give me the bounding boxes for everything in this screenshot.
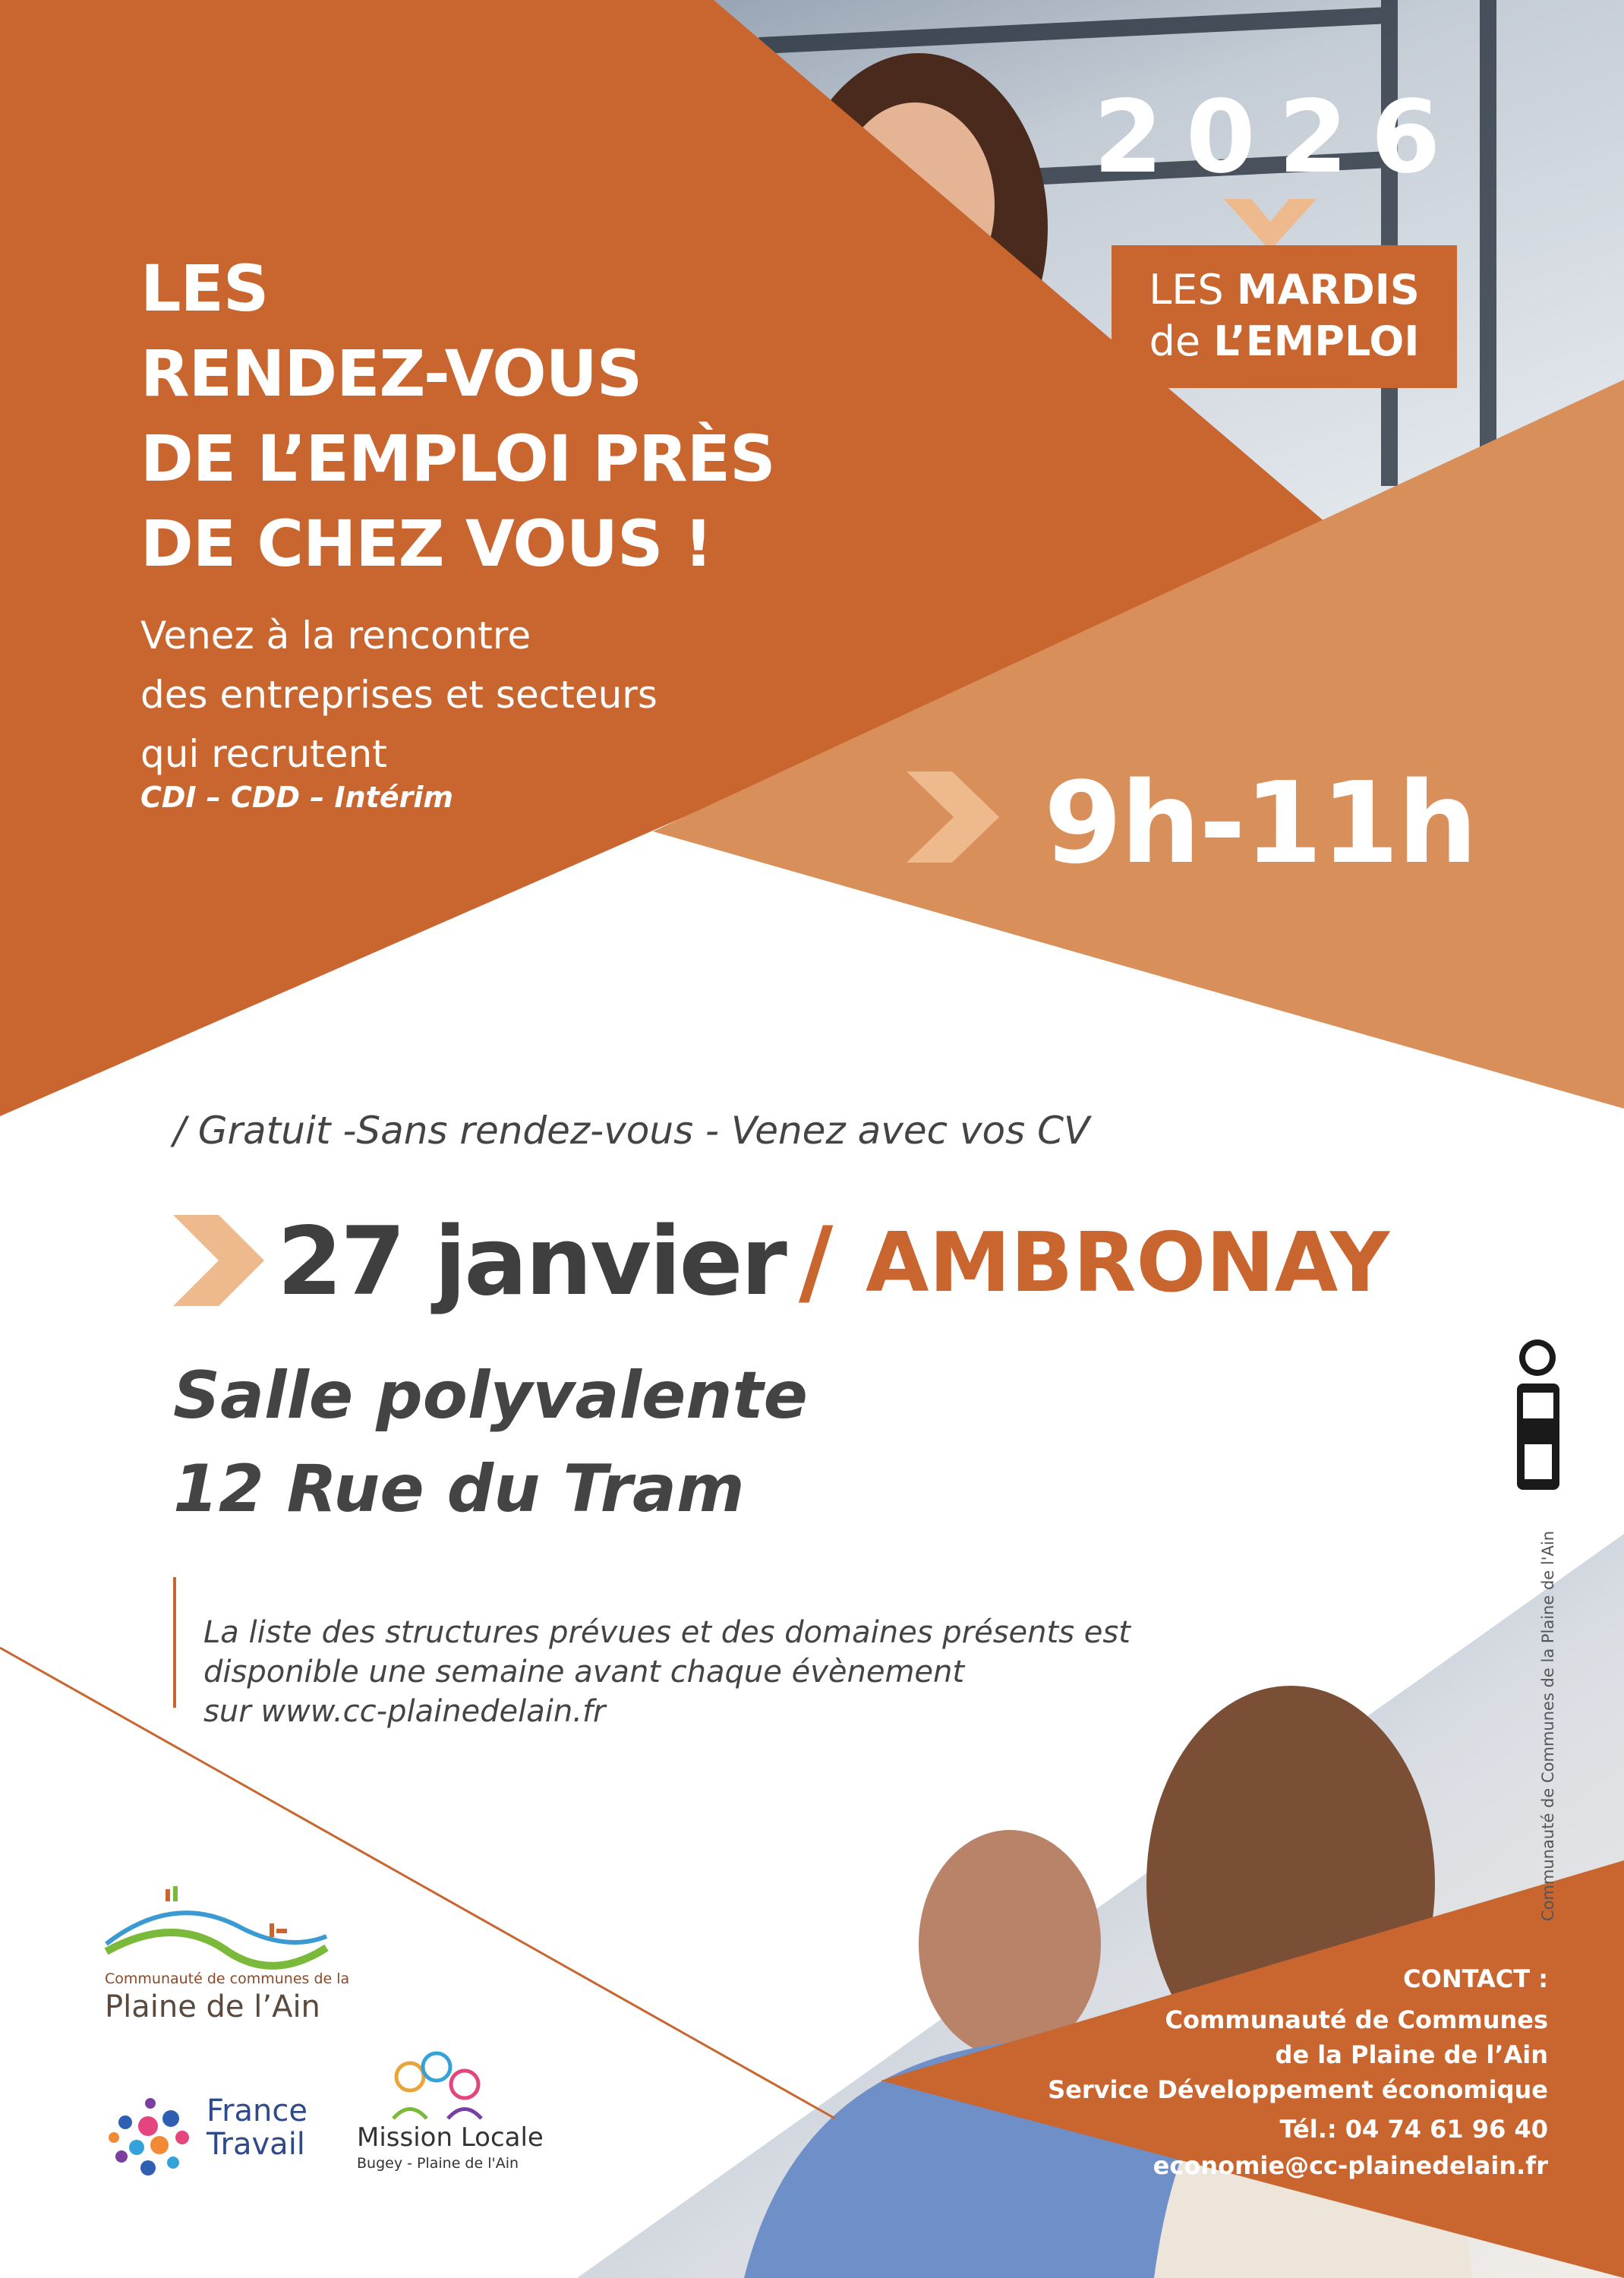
france-travail-text: Travail	[207, 2127, 305, 2162]
event-venue: Salle polyvalente	[173, 1358, 808, 1434]
contact-heading: CONTACT :	[1403, 1964, 1548, 1993]
tagline: / Gratuit -Sans rendez-vous - Venez avec vos CV	[173, 1109, 1090, 1153]
contact-org-line: Communauté de Communes	[1165, 2005, 1548, 2034]
france-travail-logo	[109, 2098, 189, 2175]
mission-locale-logo	[393, 2053, 481, 2119]
headline-line: RENDEZ-VOUS	[140, 336, 642, 412]
headline-line: DE L’EMPLOI PRÈS	[140, 421, 775, 497]
mission-locale-name: Mission Locale	[357, 2122, 544, 2153]
headline-line: DE CHEZ VOUS !	[140, 506, 713, 582]
contact-org-line: de la Plaine de l’Ain	[1275, 2040, 1548, 2069]
intro-line: qui recrutent	[140, 732, 387, 776]
recycling-icons	[1517, 1339, 1559, 1490]
info-line: La liste des structures prévues et des domaines présents est	[203, 1615, 1130, 1650]
chevron-right-icon	[173, 1215, 264, 1306]
hours: 9h-11h	[1044, 758, 1477, 888]
intro-line: Venez à la rencontre	[140, 614, 531, 658]
contract-types: CDI – CDD – Intérim	[140, 781, 453, 814]
france-travail-text: France	[207, 2093, 308, 2128]
mardis-emploi-badge	[1112, 245, 1457, 388]
side-credit: Communauté de Communes de la Plaine de l'Ain	[1539, 1530, 1557, 1921]
intro-line: des entreprises et secteurs	[140, 673, 657, 717]
plaine-logo-small: Communauté de communes de la	[105, 1970, 350, 1987]
event-date: 27 janvier	[277, 1207, 785, 1317]
plaine-logo-name: Plaine de l’Ain	[105, 1989, 320, 2024]
event-address: 12 Rue du Tram	[173, 1451, 745, 1527]
info-line: disponible une semaine avant chaque évènement	[203, 1655, 965, 1690]
date-separator: /	[799, 1207, 834, 1317]
badge-line-2: de L’EMPLOI	[1149, 317, 1420, 365]
mission-locale-sub: Bugey - Plaine de l'Ain	[357, 2155, 519, 2172]
badge-line-1: LES MARDIS	[1149, 266, 1420, 314]
headline-line: LES	[140, 251, 269, 327]
contact-service: Service Développement économique	[1048, 2075, 1548, 2104]
info-bar	[173, 1577, 176, 1708]
contact-phone[interactable]: Tél.: 04 74 61 96 40	[1279, 2115, 1548, 2144]
event-town: AMBRONAY	[866, 1216, 1390, 1311]
year: 2026	[1093, 79, 1464, 196]
contact-email[interactable]: economie@cc-plainedelain.fr	[1153, 2151, 1548, 2180]
info-website-line[interactable]: sur www.cc-plainedelain.fr	[203, 1694, 606, 1729]
plaine-de-lain-logo	[106, 1886, 326, 1966]
